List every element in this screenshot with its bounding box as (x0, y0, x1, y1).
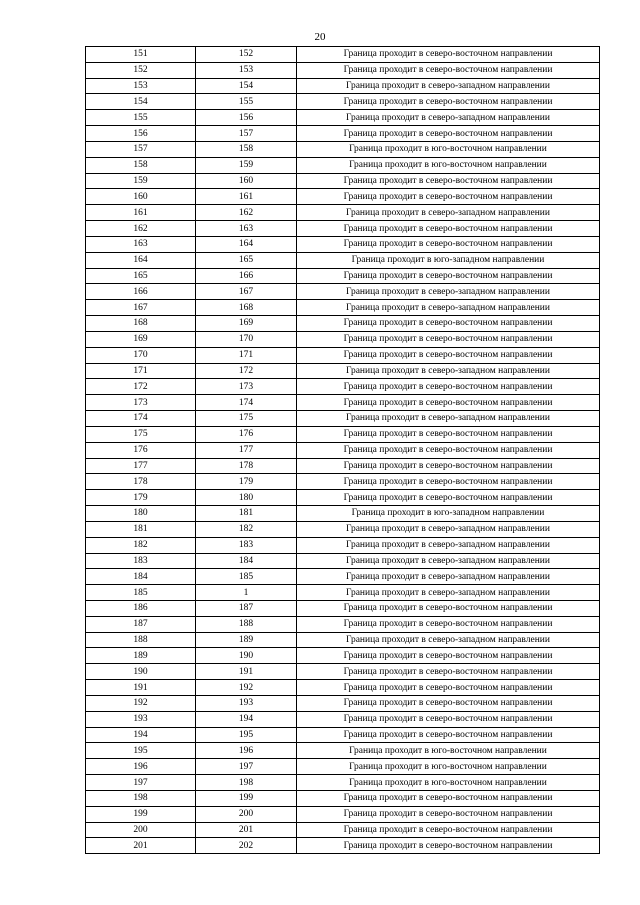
direction-description-cell: Граница проходит в северо-западном направлении (297, 585, 600, 601)
direction-description-cell: Граница проходит в юго-западном направлении (297, 252, 600, 268)
table-row (86, 680, 600, 696)
direction-description-cell: Граница проходит в северо-западном направлении (297, 284, 600, 300)
table-row (86, 490, 600, 506)
direction-description-cell: Граница проходит в юго-восточном направлении (297, 759, 600, 775)
table-row (86, 743, 600, 759)
from-point-cell: 188 (86, 632, 196, 648)
direction-description-cell: Граница проходит в северо-восточном направлении (297, 173, 600, 189)
direction-description-cell: Граница проходит в северо-восточном направлении (297, 316, 600, 332)
to-point-cell: 160 (196, 173, 297, 189)
to-point-cell: 176 (196, 426, 297, 442)
from-point-cell: 162 (86, 221, 196, 237)
table-row (86, 300, 600, 316)
to-point-cell: 191 (196, 664, 297, 680)
from-point-cell: 155 (86, 110, 196, 126)
to-point-cell: 165 (196, 252, 297, 268)
from-point-cell: 183 (86, 553, 196, 569)
table-row (86, 569, 600, 585)
from-point-cell: 158 (86, 157, 196, 173)
from-point-cell: 191 (86, 680, 196, 696)
from-point-cell: 172 (86, 379, 196, 395)
to-point-cell: 185 (196, 569, 297, 585)
table-row (86, 316, 600, 332)
direction-description-cell: Граница проходит в северо-восточном направлении (297, 822, 600, 838)
to-point-cell: 182 (196, 521, 297, 537)
from-point-cell: 178 (86, 474, 196, 490)
direction-description-cell: Граница проходит в юго-восточном направлении (297, 743, 600, 759)
to-point-cell: 196 (196, 743, 297, 759)
from-point-cell: 169 (86, 331, 196, 347)
table-row (86, 521, 600, 537)
direction-description-cell: Граница проходит в северо-восточном направлении (297, 268, 600, 284)
table-row (86, 537, 600, 553)
to-point-cell: 199 (196, 790, 297, 806)
from-point-cell: 173 (86, 395, 196, 411)
from-point-cell: 156 (86, 126, 196, 142)
to-point-cell: 200 (196, 806, 297, 822)
from-point-cell: 187 (86, 616, 196, 632)
from-point-cell: 192 (86, 695, 196, 711)
from-point-cell: 180 (86, 506, 196, 522)
direction-description-cell: Граница проходит в северо-восточном направлении (297, 695, 600, 711)
table-row (86, 347, 600, 363)
to-point-cell: 180 (196, 490, 297, 506)
to-point-cell: 195 (196, 727, 297, 743)
from-point-cell: 163 (86, 236, 196, 252)
direction-description-cell: Граница проходит в северо-восточном направлении (297, 838, 600, 854)
table-row (86, 695, 600, 711)
direction-description-cell: Граница проходит в северо-восточном направлении (297, 616, 600, 632)
to-point-cell: 174 (196, 395, 297, 411)
direction-description-cell: Граница проходит в юго-восточном направлении (297, 141, 600, 157)
to-point-cell: 171 (196, 347, 297, 363)
direction-description-cell: Граница проходит в северо-западном направлении (297, 78, 600, 94)
direction-description-cell: Граница проходит в северо-восточном направлении (297, 47, 600, 63)
to-point-cell: 177 (196, 442, 297, 458)
table-row (86, 790, 600, 806)
to-point-cell: 167 (196, 284, 297, 300)
to-point-cell: 153 (196, 62, 297, 78)
from-point-cell: 199 (86, 806, 196, 822)
direction-description-cell: Граница проходит в северо-западном направлении (297, 553, 600, 569)
from-point-cell: 160 (86, 189, 196, 205)
page-number: 20 (314, 31, 326, 43)
direction-description-cell: Граница проходит в северо-восточном направлении (297, 331, 600, 347)
from-point-cell: 186 (86, 600, 196, 616)
from-point-cell: 161 (86, 205, 196, 221)
direction-description-cell: Граница проходит в северо-восточном направлении (297, 727, 600, 743)
from-point-cell: 175 (86, 426, 196, 442)
direction-description-cell: Граница проходит в юго-восточном направлении (297, 157, 600, 173)
from-point-cell: 167 (86, 300, 196, 316)
from-point-cell: 182 (86, 537, 196, 553)
table-row (86, 94, 600, 110)
from-point-cell: 190 (86, 664, 196, 680)
direction-description-cell: Граница проходит в северо-восточном направлении (297, 395, 600, 411)
table-row (86, 426, 600, 442)
table-row (86, 838, 600, 854)
direction-description-cell: Граница проходит в северо-восточном направлении (297, 221, 600, 237)
table-row (86, 62, 600, 78)
table-row (86, 395, 600, 411)
table-row (86, 221, 600, 237)
table-row (86, 411, 600, 427)
to-point-cell: 178 (196, 458, 297, 474)
from-point-cell: 174 (86, 411, 196, 427)
direction-description-cell: Граница проходит в юго-восточном направлении (297, 775, 600, 791)
from-point-cell: 201 (86, 838, 196, 854)
to-point-cell: 183 (196, 537, 297, 553)
to-point-cell: 154 (196, 78, 297, 94)
table-row (86, 648, 600, 664)
to-point-cell: 184 (196, 553, 297, 569)
table-row (86, 252, 600, 268)
from-point-cell: 189 (86, 648, 196, 664)
from-point-cell: 185 (86, 585, 196, 601)
table-row (86, 458, 600, 474)
from-point-cell: 184 (86, 569, 196, 585)
direction-description-cell: Граница проходит в северо-западном направлении (297, 363, 600, 379)
from-point-cell: 153 (86, 78, 196, 94)
direction-description-cell: Граница проходит в северо-западном направлении (297, 569, 600, 585)
boundary-table-body (86, 47, 600, 854)
table-row (86, 205, 600, 221)
to-point-cell: 156 (196, 110, 297, 126)
table-row (86, 727, 600, 743)
direction-description-cell: Граница проходит в северо-восточном направлении (297, 442, 600, 458)
direction-description-cell: Граница проходит в северо-восточном направлении (297, 474, 600, 490)
from-point-cell: 151 (86, 47, 196, 63)
from-point-cell: 179 (86, 490, 196, 506)
to-point-cell: 152 (196, 47, 297, 63)
from-point-cell: 171 (86, 363, 196, 379)
from-point-cell: 193 (86, 711, 196, 727)
to-point-cell: 163 (196, 221, 297, 237)
to-point-cell: 162 (196, 205, 297, 221)
direction-description-cell: Граница проходит в северо-восточном направлении (297, 680, 600, 696)
from-point-cell: 181 (86, 521, 196, 537)
table-row (86, 173, 600, 189)
direction-description-cell: Граница проходит в северо-западном направлении (297, 205, 600, 221)
table-row (86, 126, 600, 142)
direction-description-cell: Граница проходит в северо-восточном направлении (297, 490, 600, 506)
direction-description-cell: Граница проходит в северо-западном направлении (297, 632, 600, 648)
direction-description-cell: Граница проходит в северо-восточном направлении (297, 347, 600, 363)
to-point-cell: 166 (196, 268, 297, 284)
to-point-cell: 179 (196, 474, 297, 490)
table-row (86, 822, 600, 838)
table-row (86, 474, 600, 490)
table-row (86, 759, 600, 775)
to-point-cell: 188 (196, 616, 297, 632)
table-row (86, 236, 600, 252)
to-point-cell: 201 (196, 822, 297, 838)
direction-description-cell: Граница проходит в северо-восточном направлении (297, 379, 600, 395)
direction-description-cell: Граница проходит в северо-восточном направлении (297, 600, 600, 616)
to-point-cell: 197 (196, 759, 297, 775)
from-point-cell: 177 (86, 458, 196, 474)
from-point-cell: 157 (86, 141, 196, 157)
table-row (86, 711, 600, 727)
direction-description-cell: Граница проходит в северо-восточном направлении (297, 458, 600, 474)
from-point-cell: 164 (86, 252, 196, 268)
table-row (86, 600, 600, 616)
from-point-cell: 176 (86, 442, 196, 458)
table-row (86, 363, 600, 379)
to-point-cell: 170 (196, 331, 297, 347)
direction-description-cell: Граница проходит в северо-западном направлении (297, 537, 600, 553)
direction-description-cell: Граница проходит в северо-западном направлении (297, 110, 600, 126)
table-row (86, 284, 600, 300)
table-row (86, 110, 600, 126)
table-row (86, 806, 600, 822)
table-row (86, 585, 600, 601)
direction-description-cell: Граница проходит в северо-восточном направлении (297, 790, 600, 806)
table-row (86, 632, 600, 648)
to-point-cell: 194 (196, 711, 297, 727)
from-point-cell: 200 (86, 822, 196, 838)
boundary-table (85, 46, 600, 854)
table-row (86, 331, 600, 347)
from-point-cell: 159 (86, 173, 196, 189)
to-point-cell: 169 (196, 316, 297, 332)
to-point-cell: 159 (196, 157, 297, 173)
direction-description-cell: Граница проходит в северо-восточном направлении (297, 711, 600, 727)
to-point-cell: 155 (196, 94, 297, 110)
table-row (86, 141, 600, 157)
direction-description-cell: Граница проходит в северо-восточном направлении (297, 664, 600, 680)
direction-description-cell: Граница проходит в северо-восточном направлении (297, 806, 600, 822)
to-point-cell: 189 (196, 632, 297, 648)
from-point-cell: 195 (86, 743, 196, 759)
direction-description-cell: Граница проходит в северо-восточном направлении (297, 189, 600, 205)
table-row (86, 442, 600, 458)
table-row (86, 189, 600, 205)
direction-description-cell: Граница проходит в северо-западном направлении (297, 521, 600, 537)
direction-description-cell: Граница проходит в северо-восточном направлении (297, 126, 600, 142)
to-point-cell: 1 (196, 585, 297, 601)
from-point-cell: 198 (86, 790, 196, 806)
from-point-cell: 165 (86, 268, 196, 284)
table-row (86, 664, 600, 680)
from-point-cell: 196 (86, 759, 196, 775)
to-point-cell: 158 (196, 141, 297, 157)
to-point-cell: 192 (196, 680, 297, 696)
to-point-cell: 172 (196, 363, 297, 379)
to-point-cell: 168 (196, 300, 297, 316)
table-row (86, 268, 600, 284)
to-point-cell: 164 (196, 236, 297, 252)
direction-description-cell: Граница проходит в юго-западном направлении (297, 506, 600, 522)
from-point-cell: 152 (86, 62, 196, 78)
to-point-cell: 161 (196, 189, 297, 205)
to-point-cell: 173 (196, 379, 297, 395)
to-point-cell: 181 (196, 506, 297, 522)
table-row (86, 78, 600, 94)
table-row (86, 775, 600, 791)
to-point-cell: 175 (196, 411, 297, 427)
to-point-cell: 157 (196, 126, 297, 142)
direction-description-cell: Граница проходит в северо-восточном направлении (297, 648, 600, 664)
direction-description-cell: Граница проходит в северо-восточном направлении (297, 94, 600, 110)
direction-description-cell: Граница проходит в северо-восточном направлении (297, 62, 600, 78)
table-row (86, 157, 600, 173)
table-row (86, 506, 600, 522)
from-point-cell: 170 (86, 347, 196, 363)
to-point-cell: 198 (196, 775, 297, 791)
from-point-cell: 197 (86, 775, 196, 791)
table-row (86, 379, 600, 395)
table-row (86, 553, 600, 569)
direction-description-cell: Граница проходит в северо-восточном направлении (297, 236, 600, 252)
direction-description-cell: Граница проходит в северо-западном направлении (297, 300, 600, 316)
from-point-cell: 166 (86, 284, 196, 300)
direction-description-cell: Граница проходит в северо-восточном направлении (297, 426, 600, 442)
from-point-cell: 154 (86, 94, 196, 110)
from-point-cell: 168 (86, 316, 196, 332)
table-row (86, 47, 600, 63)
table-row (86, 616, 600, 632)
to-point-cell: 193 (196, 695, 297, 711)
direction-description-cell: Граница проходит в северо-западном направлении (297, 411, 600, 427)
from-point-cell: 194 (86, 727, 196, 743)
to-point-cell: 202 (196, 838, 297, 854)
to-point-cell: 190 (196, 648, 297, 664)
to-point-cell: 187 (196, 600, 297, 616)
